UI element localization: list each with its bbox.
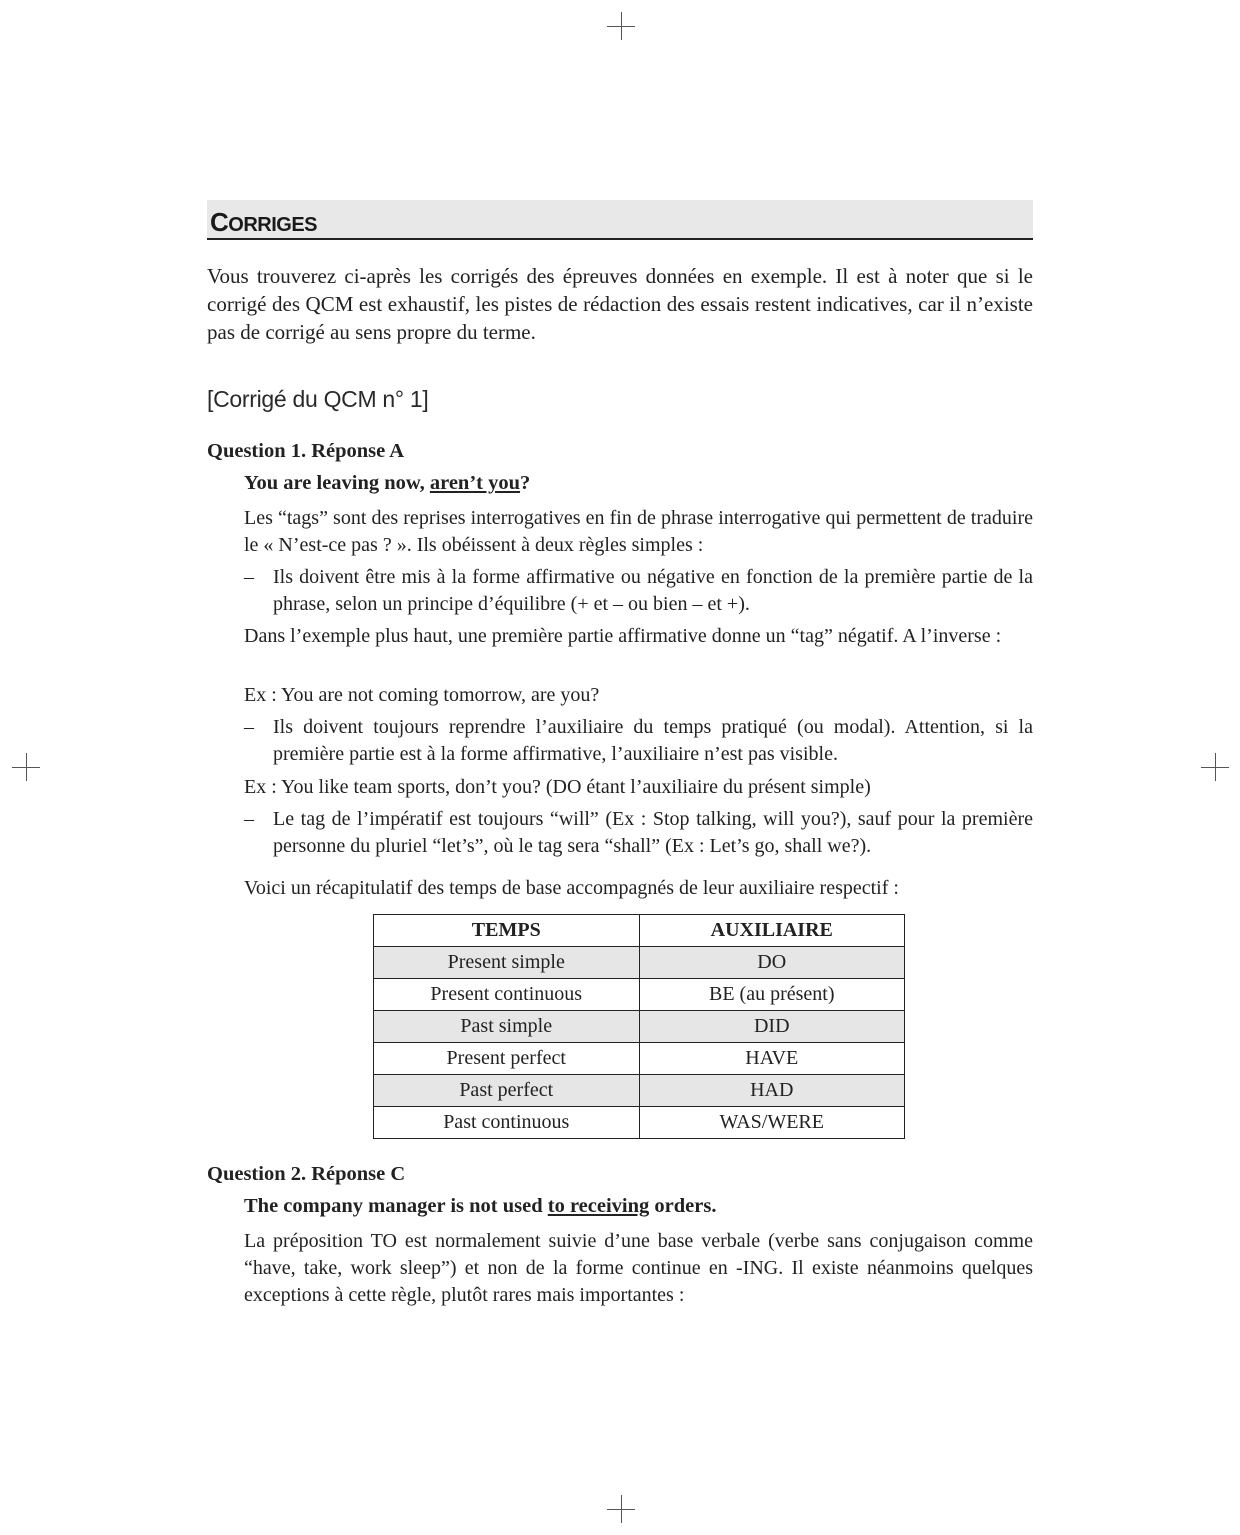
table-row	[374, 1107, 905, 1139]
table-cell: DID	[639, 1011, 905, 1043]
section-title: CORRIGES	[210, 207, 318, 237]
q1-recap: Voici un récapitulatif des temps de base accompagnés de leur auxiliaire respectif :	[244, 877, 899, 899]
table-cell: Past simple	[374, 1011, 640, 1043]
table-cell: DO	[639, 947, 905, 979]
q1-bullet-2: – Ils doivent toujours reprendre l’auxiliaire du temps pratiqué (ou modal). Attention, si la première partie est à la forme affirmative, l’auxiliaire n’est pas visible.	[244, 716, 1033, 765]
question-1-heading: Question 1. Réponse A	[207, 440, 405, 462]
q1-bullet-3: – Le tag de l’impératif est toujours “will” (Ex : Stop talking, will you?), sauf pour la première personne du pluriel “let’s”, où le tag sera “shall” (Ex : Let’s go, shall we?).	[244, 808, 1033, 857]
table-cell: Past perfect	[374, 1075, 640, 1107]
crop-mark-bottom	[607, 1495, 635, 1523]
q1-bullet-1: – Ils doivent être mis à la forme affirmative ou négative en fonction de la première partie de la phrase, selon un principe d’équilibre (+ et – ou bien – et +).	[244, 566, 1033, 615]
crop-mark-right	[1201, 753, 1229, 781]
tense-auxiliary-table	[373, 914, 905, 1139]
answer-underline: aren’t you	[429, 472, 521, 494]
q1-example-1: Ex : You are not coming tomorrow, are you?	[244, 684, 600, 706]
table-cell: HAVE	[639, 1043, 905, 1075]
crop-mark-left	[12, 753, 40, 781]
qcm-title: [Corrigé du QCM n° 1]	[207, 386, 429, 412]
answer-underline: to receiving	[547, 1195, 650, 1217]
q1-paragraph-1: Les “tags” sont des reprises interrogatives en fin de phrase interrogative qui permettent de traduire le « N’est-ce pas ? ». Ils obéissent à deux règles simples :	[244, 507, 1033, 556]
table-cell: Present simple	[374, 947, 640, 979]
table-cell: HAD	[639, 1075, 905, 1107]
table-cell: BE (au présent)	[639, 979, 905, 1011]
table-row	[374, 947, 905, 979]
question-2-sentence: The company manager is not used to receiving orders.	[244, 1195, 717, 1217]
table-cell: Past continuous	[374, 1107, 640, 1139]
table-cell: WAS/WERE	[639, 1107, 905, 1139]
table-header-cell: TEMPS	[374, 915, 640, 947]
question-1-sentence: You are leaving now, aren’t you?	[244, 472, 531, 494]
q1-example-2: Ex : You like team sports, don’t you? (DO étant l’auxiliaire du présent simple)	[244, 776, 871, 798]
table-row	[374, 979, 905, 1011]
table-row	[374, 1011, 905, 1043]
question-2-heading: Question 2. Réponse C	[207, 1163, 406, 1185]
table-cell: Present continuous	[374, 979, 640, 1011]
table-row	[374, 1075, 905, 1107]
q2-paragraph-1: La préposition TO est normalement suivie d’une base verbale (verbe sans conjugaison comme “have, take, work sleep”) et non de la forme continue en -ING. Il existe néanmoins quelques exceptions à cette règle, plutôt rares mais importantes :	[244, 1230, 1033, 1306]
table-row	[374, 1043, 905, 1075]
table-header-row	[374, 915, 905, 947]
section-header	[207, 200, 1033, 240]
intro-paragraph: Vous trouverez ci-après les corrigés des épreuves données en exemple. Il est à noter que si le corrigé des QCM est exhaustif, les pistes de rédaction des essais restent indicatives, car il n’existe pas de corrigé au sens propre du terme.	[207, 264, 1033, 344]
q1-paragraph-2: Dans l’exemple plus haut, une première partie affirmative donne un “tag” négatif. A l’inverse :	[244, 625, 1002, 647]
crop-mark-top	[607, 12, 635, 40]
table-cell: Present perfect	[374, 1043, 640, 1075]
table-header-cell: AUXILIAIRE	[639, 915, 905, 947]
